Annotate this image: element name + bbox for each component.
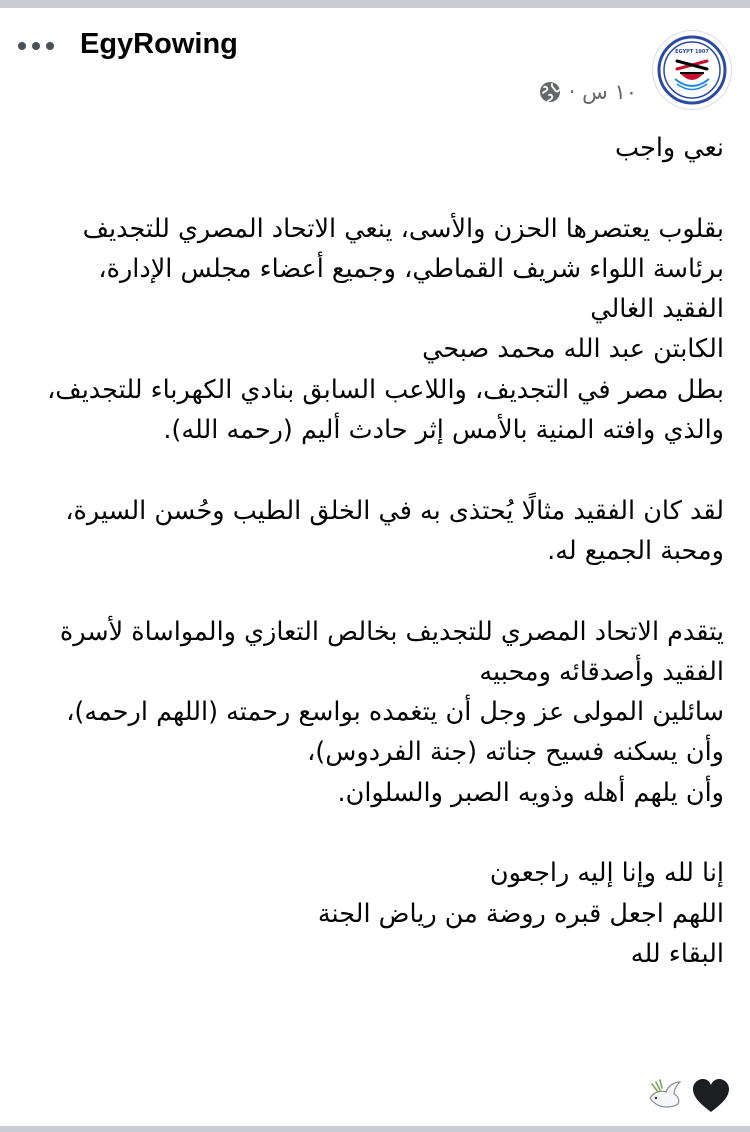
text-line: برئاسة اللواء شريف القماطي، وجميع أعضاء مجلس الإدارة، — [98, 253, 724, 284]
text-line: سائلين المولى عز وجل أن يتغمده بواسع رحمته (اللهم ارحمه)، — [66, 697, 724, 728]
white-dove-emoji-icon — [644, 1076, 686, 1116]
paragraph-gap — [24, 571, 724, 611]
paragraph-gap — [24, 168, 724, 208]
paragraph-gap — [24, 813, 724, 853]
text-line: لقد كان الفقيد مثالًا يُحتذى به في الخلق الطيب وحُسن السيرة، — [65, 495, 724, 526]
egyptian-rowing-federation-logo-icon — [653, 31, 731, 109]
paragraph-gap — [24, 450, 724, 490]
text-line: إنا لله وإنا إليه راجعون — [489, 858, 724, 889]
text-line: الفقيد الغالي — [590, 294, 724, 325]
bottom-divider — [0, 1126, 750, 1132]
text-line: الفقيد وأصدقائه ومحبيه — [479, 656, 724, 687]
text-line: بقلوب يعتصرها الحزن والأسى، ينعي الاتحاد المصري للتجديف — [82, 213, 724, 244]
text-line: نعي واجب — [615, 133, 724, 163]
page-avatar[interactable] — [652, 30, 732, 110]
timestamp[interactable]: ١٠ س · — [568, 80, 637, 104]
dot-icon — [32, 42, 40, 50]
text-line: اللهم اجعل قبره روضة من رياض الجنة — [317, 898, 724, 929]
dot-icon — [18, 42, 26, 50]
text-line: وأن يسكنه فسيح جناته (جنة الفردوس)، — [307, 737, 724, 768]
text-line: البقاء لله — [630, 938, 724, 969]
text-line: يتقدم الاتحاد المصري للتجديف بخالص التعازي والمواساة لأسرة — [59, 616, 724, 647]
dot-icon — [46, 42, 54, 50]
black-heart-emoji-icon — [690, 1076, 732, 1116]
text-line: والذي وافته المنية بالأمس إثر حادث أليم (رحمه الله). — [163, 415, 724, 446]
text-line: الكابتن عبد الله محمد صبحي — [422, 334, 724, 365]
logo-text: EGYPT 1907 — [675, 49, 709, 55]
post-message — [24, 128, 724, 974]
globe-icon — [539, 81, 561, 103]
text-line: وأن يلهم أهله وذويه الصبر والسلوان. — [337, 777, 724, 808]
page-name[interactable]: EgyRowing — [80, 28, 238, 60]
post-meta — [539, 80, 637, 104]
text-line: ومحبة الجميع له. — [547, 535, 724, 566]
more-options-button[interactable] — [18, 36, 62, 56]
post-header — [0, 8, 750, 108]
top-divider — [0, 0, 750, 8]
text-line: بطل مصر في التجديف، واللاعب السابق بنادي الكهرباء للتجديف، — [47, 374, 724, 405]
emoji-line — [644, 1076, 732, 1116]
